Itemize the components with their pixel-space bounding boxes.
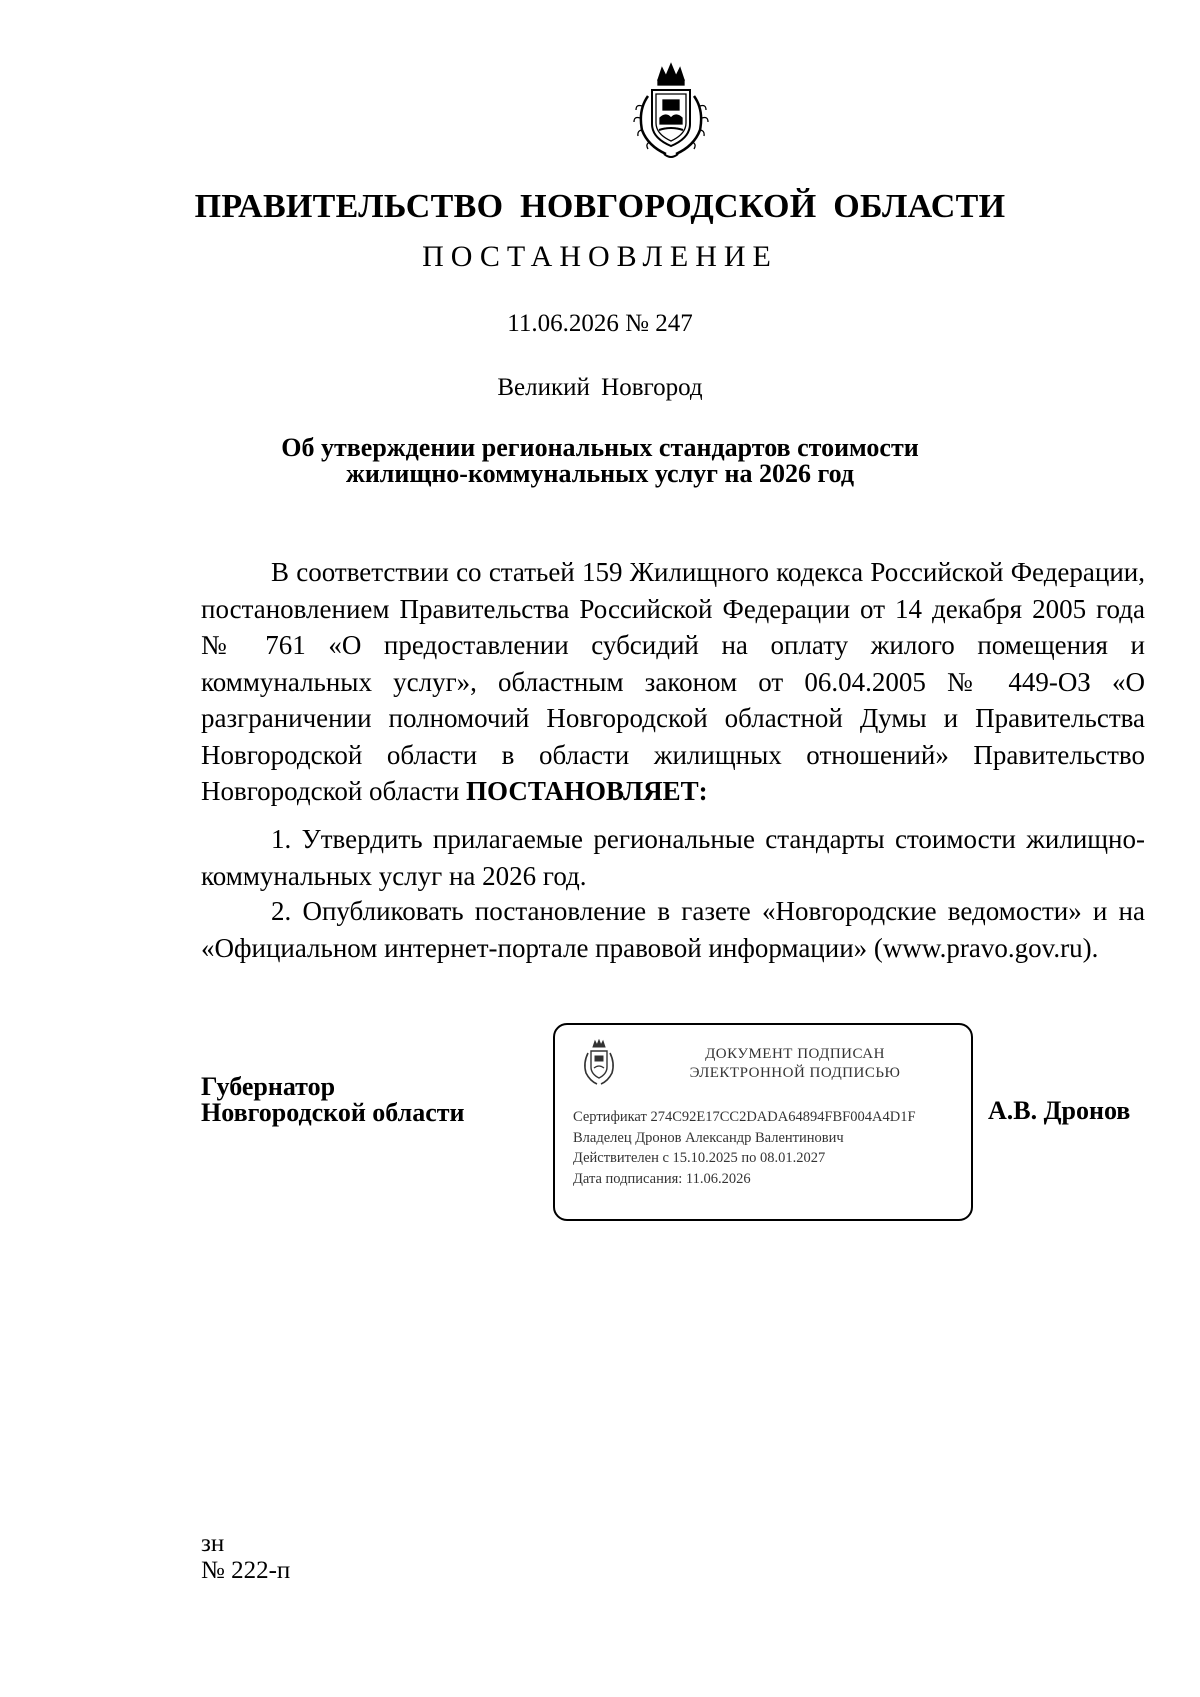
signer-title-line-1: Губернатор xyxy=(201,1072,336,1101)
item-2-text: 2. Опубликовать постановление в газете «Новгородские ведомости» и на «Официальном интернет-портале правовой информации» (www.pravo.gov.ru). xyxy=(201,896,1145,963)
novgorod-coat-of-arms-icon xyxy=(579,1039,619,1089)
preamble-text: В соответствии со статьей 159 Жилищного кодекса Российской Федерации, постановлением Правительства Российской Федерации от 14 декабря 2005 года № 761 «О предоставлении субсидий на оплату жилого помещения и коммунальных услуг», областным законом от 06.04.2005 № 449-ОЗ «О разграничении полномочий Новгородской областной Думы и Правительства Новгородской области в области жилищных отношений» Правительство Новгородской области xyxy=(201,557,1145,806)
esig-heading-line-1: ДОКУМЕНТ ПОДПИСАН xyxy=(705,1046,885,1062)
signer-name: А.В. Дронов xyxy=(988,1096,1131,1125)
signer-title-line-2: Новгородской области xyxy=(201,1098,465,1127)
subject-line-1: Об утверждении региональных стандартов стоимости xyxy=(281,433,919,462)
subject-line-2: жилищно-коммунальных услуг на 2026 год xyxy=(345,459,855,488)
electronic-signature-stamp xyxy=(553,1023,973,1221)
organization-name: ПРАВИТЕЛЬСТВО НОВГОРОДСКОЙ ОБЛАСТИ xyxy=(194,188,1006,225)
body-item-2 xyxy=(201,893,1145,970)
resolves-keyword: ПОСТАНОВЛЯЕТ: xyxy=(466,776,708,806)
footer-initials: зн xyxy=(201,1530,225,1557)
esig-validity: Действителен с 15.10.2025 по 08.01.2027 xyxy=(573,1150,826,1166)
footer-registry xyxy=(201,1530,290,1584)
esig-certificate: Сертификат 274C92E17CC2DADA64894FBF004A4D1F xyxy=(573,1109,916,1125)
document-subject xyxy=(0,435,1200,487)
esig-sign-date: Дата подписания: 11.06.2026 xyxy=(573,1170,751,1187)
body-preamble xyxy=(201,554,1145,814)
esig-heading-line-2: ЭЛЕКТРОННОЙ ПОДПИСЬЮ xyxy=(689,1065,901,1081)
signer-title xyxy=(201,1074,465,1126)
novgorod-coat-of-arms-icon xyxy=(628,60,714,164)
document-date-number: 11.06.2026 № 247 xyxy=(507,310,693,337)
body-item-1 xyxy=(201,821,1145,898)
document-type: ПОСТАНОВЛЕНИЕ xyxy=(422,240,778,273)
esig-details xyxy=(573,1107,916,1189)
footer-registry-number: № 222-п xyxy=(201,1557,291,1584)
document-city: Великий Новгород xyxy=(497,374,703,401)
esig-heading xyxy=(635,1045,955,1083)
esig-owner: Владелец Дронов Александр Валентинович xyxy=(573,1129,844,1146)
item-1-text: 1. Утвердить прилагаемые региональные стандарты стоимости жилищно-коммунальных услуг на 2026 год. xyxy=(201,824,1145,891)
